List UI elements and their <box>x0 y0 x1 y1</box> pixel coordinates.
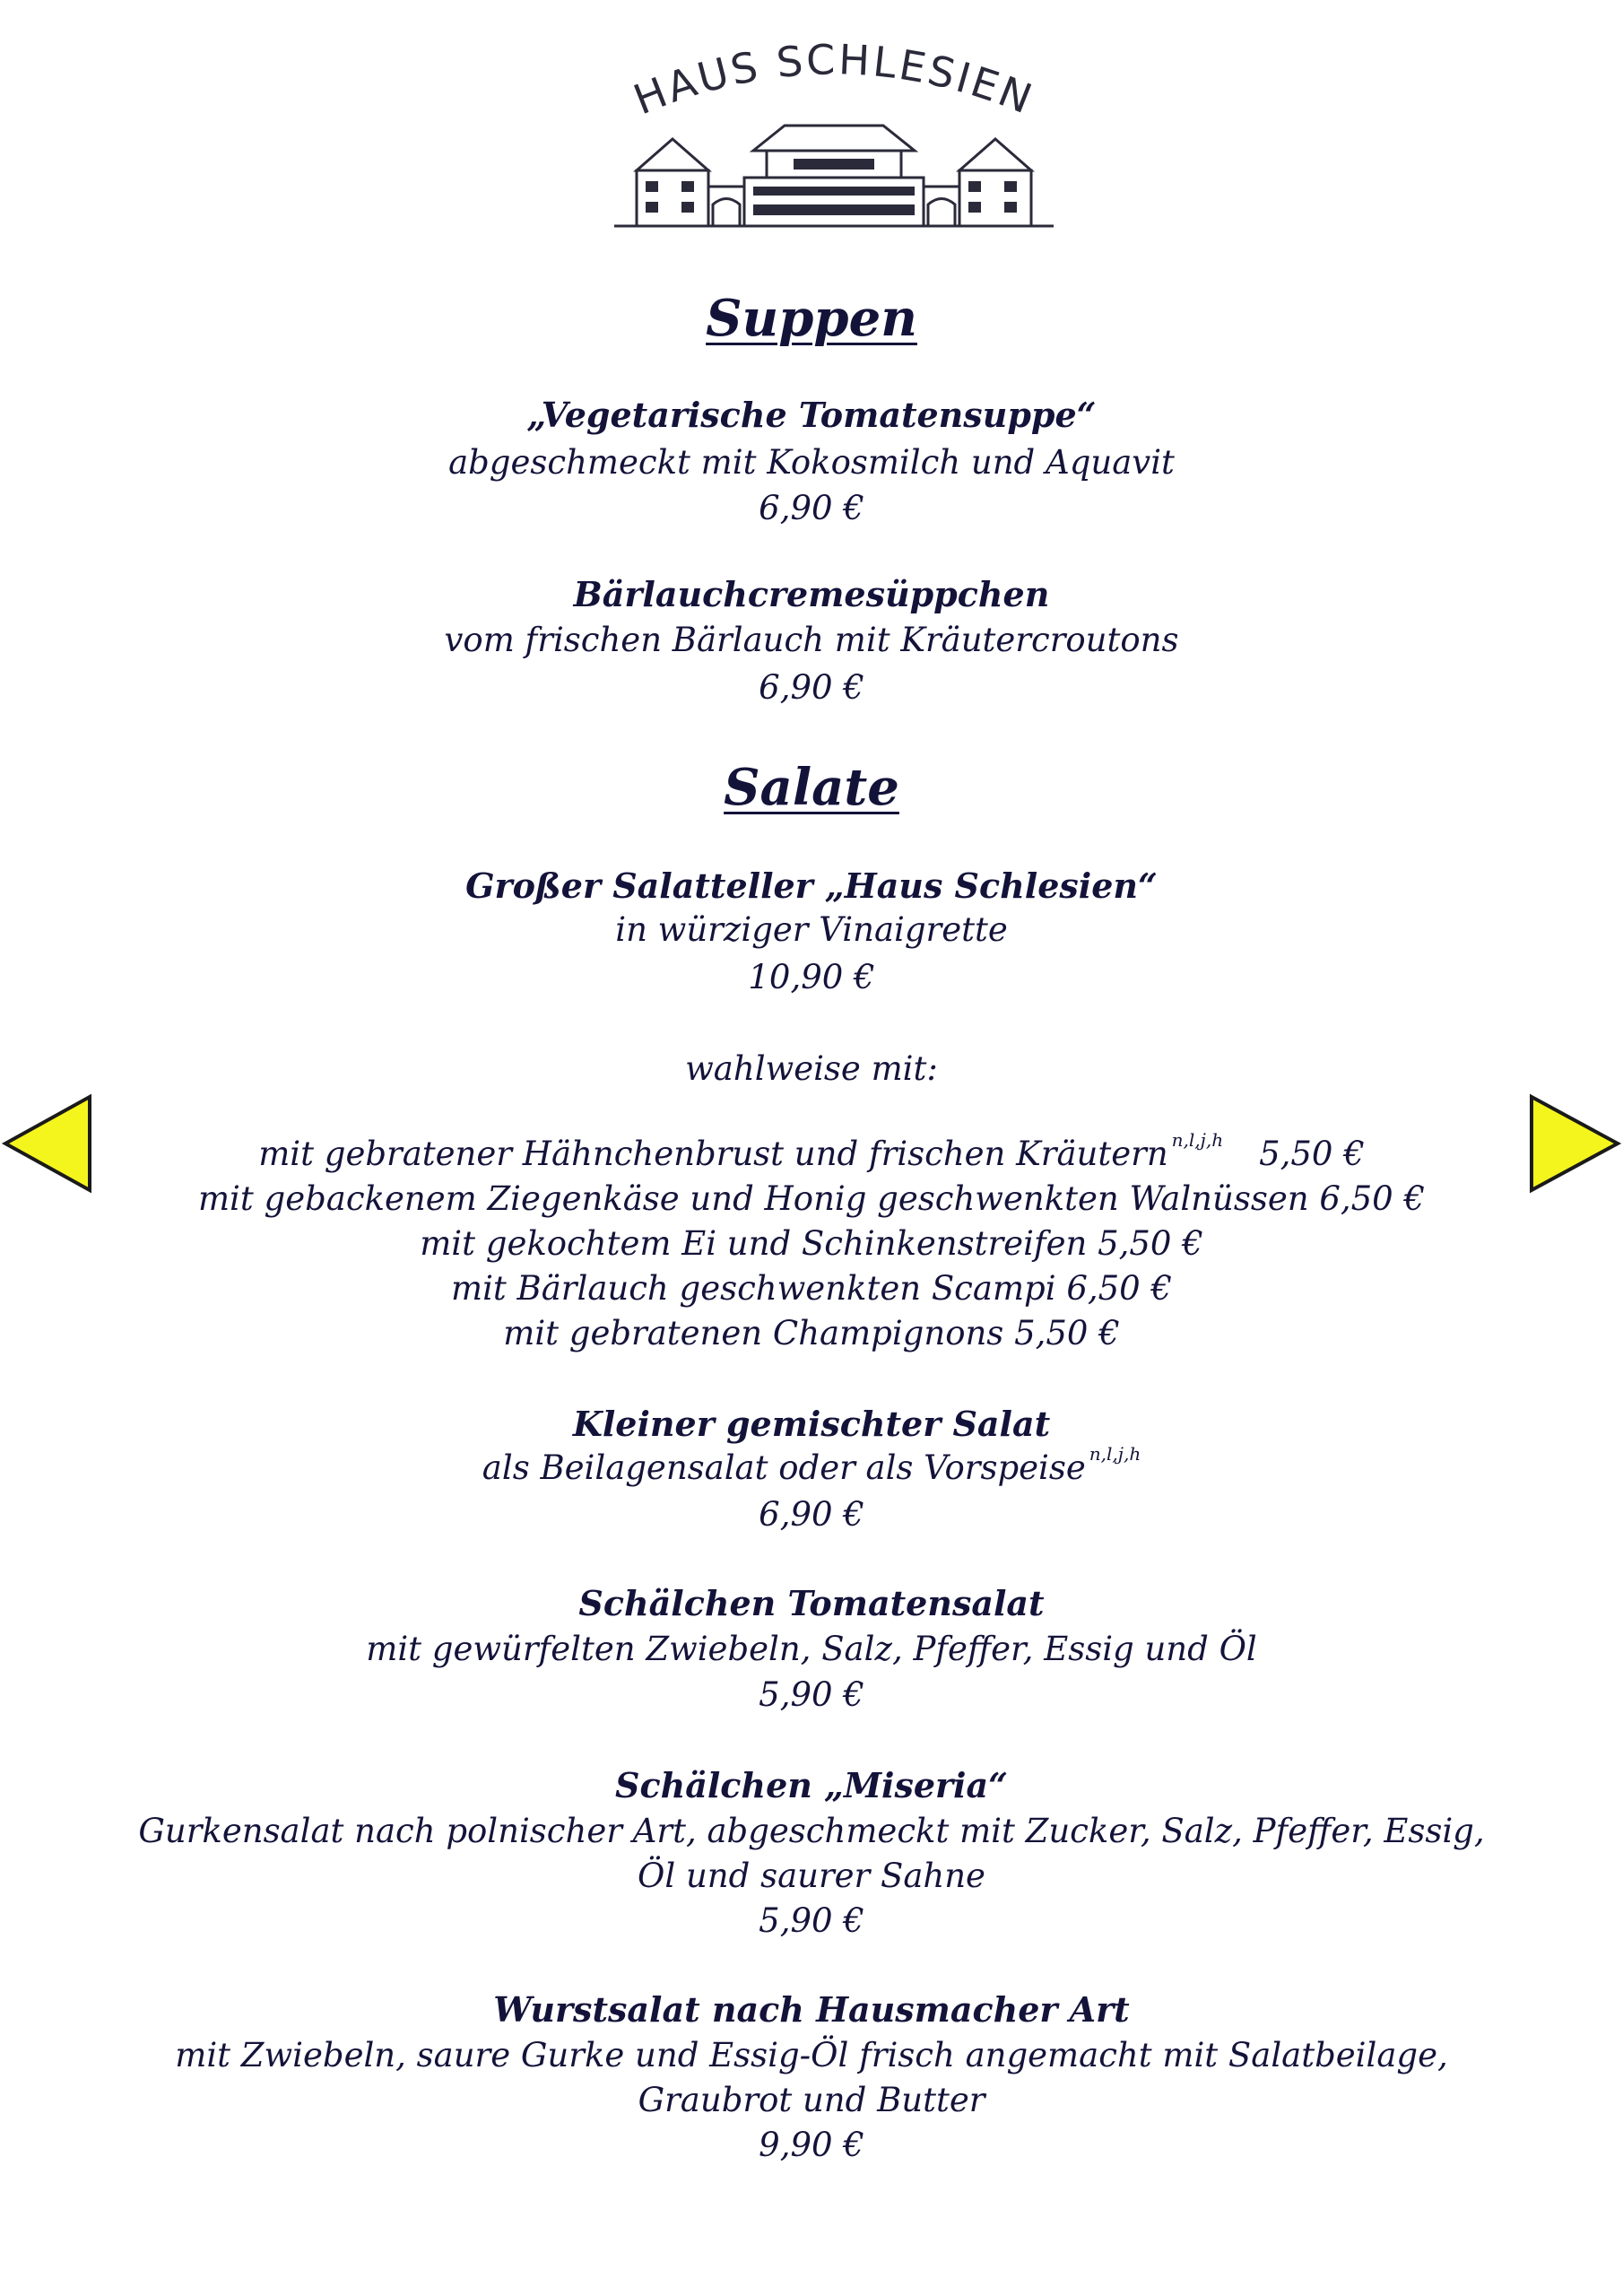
dish-price-salatteller: 10,90 € <box>748 958 875 996</box>
dish-price-baerlauchsuppe: 6,90 € <box>759 668 864 707</box>
dish-desc-wurstsalat-line2: Graubrot und Butter <box>638 2081 985 2119</box>
extra-item <box>0 1224 1623 1263</box>
dish-title-salatteller: Großer Salatteller „Haus Schlesien“ <box>465 865 1158 906</box>
allergen-codes: n,l,j,h <box>1089 1443 1141 1465</box>
dish-desc-wurstsalat-line1: mit Zwiebeln, saure Gurke und Essig-Öl frisch angemacht mit Salatbeilage, <box>175 2036 1448 2074</box>
extra-price: 5,50 € <box>1014 1314 1120 1352</box>
extra-text: mit Bärlauch geschwenkten Scampi <box>451 1269 1056 1308</box>
extra-text: mit gebratenen Champignons <box>503 1314 1004 1352</box>
dish-desc-baerlauchsuppe: vom frischen Bärlauch mit Kräutercroutons <box>444 621 1179 659</box>
next-page-button[interactable] <box>1524 1090 1623 1197</box>
extra-item <box>0 1269 1623 1308</box>
extra-text: mit gebratener Hähnchenbrust und frischen Kräutern <box>258 1135 1168 1173</box>
dish-title-wurstsalat: Wurstsalat nach Hausmacher Art <box>493 1989 1130 2030</box>
extra-price: 6,50 € <box>1319 1179 1426 1218</box>
extra-price: 6,50 € <box>1066 1269 1172 1308</box>
dish-price-tomatensuppe: 6,90 € <box>759 489 864 527</box>
extra-item <box>0 1179 1623 1218</box>
haus-schlesien-logo <box>610 36 1058 242</box>
dish-price-wurstsalat: 9,90 € <box>759 2126 864 2164</box>
dish-title-kleiner-salat: Kleiner gemischter Salat <box>572 1404 1051 1444</box>
dish-desc-text: als Beilagensalat oder als Vorspeise <box>482 1448 1086 1487</box>
section-heading-salate: Salate <box>724 758 899 817</box>
extra-text: mit gebackenem Ziegenkäse und Honig geschwenkten Walnüssen <box>197 1179 1309 1218</box>
dish-desc-kleiner-salat <box>0 1443 1623 1487</box>
prev-page-button[interactable] <box>0 1090 99 1197</box>
dish-title-miseria: Schälchen „Miseria“ <box>615 1765 1008 1805</box>
dish-price-kleiner-salat: 6,90 € <box>759 1495 864 1534</box>
dish-desc-tomatensalat: mit gewürfelten Zwiebeln, Salz, Pfeffer, Essig und Öl <box>366 1630 1257 1668</box>
extra-text: mit gekochtem Ei und Schinkenstreifen <box>420 1224 1088 1263</box>
dish-desc-miseria-line2: Öl und saurer Sahne <box>638 1857 985 1895</box>
dish-desc-miseria-line1: Gurkensalat nach polnischer Art, abgeschmeckt mit Zucker, Salz, Pfeffer, Essig, <box>138 1812 1485 1850</box>
triangle-right-icon <box>1524 1090 1623 1197</box>
dish-price-tomatensalat: 5,90 € <box>759 1675 864 1714</box>
extra-price: 5,50 € <box>1259 1135 1365 1173</box>
extra-item <box>0 1314 1623 1352</box>
dish-title-baerlauchsuppe: Bärlauchcremesüppchen <box>573 574 1050 614</box>
dish-desc-salatteller: in würziger Vinaigrette <box>615 910 1008 949</box>
triangle-left-icon <box>0 1090 99 1197</box>
logo-text: HAUS SCHLESIEN <box>627 36 1041 125</box>
extra-item <box>0 1129 1623 1173</box>
choice-label: wahlweise mit: <box>685 1049 938 1088</box>
dish-title-tomatensuppe: „Vegetarische Tomatensuppe“ <box>526 395 1097 435</box>
extra-price: 5,50 € <box>1098 1224 1203 1263</box>
building-logo-icon <box>610 36 1058 242</box>
dish-title-tomatensalat: Schälchen Tomatensalat <box>578 1583 1045 1623</box>
allergen-codes: n,l,j,h <box>1171 1129 1224 1151</box>
dish-price-miseria: 5,90 € <box>759 1901 864 1940</box>
section-heading-suppen: Suppen <box>706 289 917 348</box>
dish-desc-tomatensuppe: abgeschmeckt mit Kokosmilch und Aquavit <box>448 443 1175 482</box>
